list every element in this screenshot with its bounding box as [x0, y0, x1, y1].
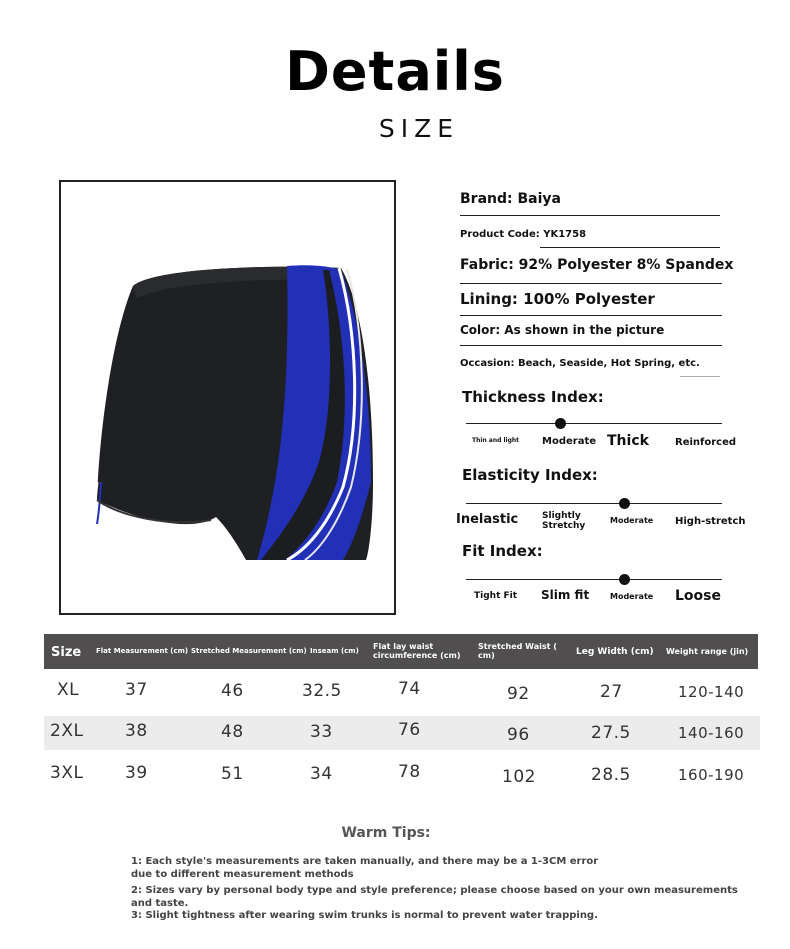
fit-option: Tight Fit: [474, 591, 518, 601]
tip-item: 2: Sizes vary by personal body type and style preference; please choose based on your own measurements and taste.: [131, 885, 738, 909]
thickness-option: Thin and light: [472, 437, 520, 444]
fit-index-title: Fit Index:: [462, 542, 543, 560]
table-cell: 2XL: [50, 721, 84, 741]
divider: [460, 283, 722, 284]
fit-option: Loose: [675, 588, 721, 604]
table-cell: 51: [221, 764, 244, 784]
elasticity-option: Moderate: [610, 516, 654, 525]
table-cell: 76: [398, 720, 421, 740]
divider: [460, 345, 722, 346]
thickness-index-title: Thickness Index:: [462, 388, 604, 406]
swim-trunks-icon: [61, 182, 394, 613]
fit-indicator: [619, 574, 630, 585]
table-cell: 38: [125, 721, 148, 741]
spec-brand: Brand: Baiya: [460, 191, 561, 207]
divider: [680, 376, 720, 377]
tip-item: 3: Slight tightness after wearing swim trunks is normal to prevent water trapping.: [131, 910, 598, 921]
thickness-scale: [466, 423, 722, 424]
column-header: Weight range (jin): [666, 647, 749, 656]
table-cell: 34: [310, 764, 333, 784]
divider: [460, 215, 720, 216]
thickness-option: Moderate: [542, 436, 597, 447]
spec-occasion: Occasion: Beach, Seaside, Hot Spring, etc.: [460, 358, 700, 369]
page-title: Details: [285, 40, 505, 103]
table-cell: 160-190: [678, 766, 745, 784]
table-cell: 3XL: [50, 763, 84, 783]
divider: [460, 315, 722, 316]
elasticity-option: High-stretch: [675, 516, 746, 527]
elasticity-option: Inelastic: [456, 512, 519, 527]
table-cell: 96: [507, 725, 530, 745]
table-cell: 46: [221, 681, 244, 701]
table-cell: 102: [502, 767, 536, 787]
thickness-option: Reinforced: [675, 437, 737, 448]
column-header: Flat Measurement (cm): [96, 647, 189, 655]
table-cell: 48: [221, 722, 244, 742]
column-header: Inseam (cm): [310, 647, 359, 655]
table-cell: 32.5: [302, 681, 342, 701]
column-header: Leg Width (cm): [576, 647, 654, 657]
elasticity-index-title: Elasticity Index:: [462, 466, 598, 484]
column-header: Stretched Measurement (cm): [191, 647, 307, 655]
thickness-indicator: [555, 418, 566, 429]
spec-product-code: Product Code: YK1758: [460, 229, 587, 240]
elasticity-indicator: [619, 498, 630, 509]
table-cell: 37: [125, 680, 148, 700]
elasticity-scale: [466, 503, 722, 504]
table-cell: 33: [310, 722, 333, 742]
product-photo-frame: [59, 180, 396, 615]
fit-option: Moderate: [610, 592, 654, 601]
table-cell: 120-140: [678, 683, 745, 701]
table-cell: 28.5: [591, 765, 631, 785]
spec-fabric: Fabric: 92% Polyester 8% Spandex: [460, 257, 734, 273]
thickness-option: Thick: [607, 433, 649, 449]
divider: [540, 247, 720, 248]
table-cell: 74: [398, 679, 421, 699]
table-cell: 140-160: [678, 724, 745, 742]
spec-color: Color: As shown in the picture: [460, 323, 665, 337]
table-cell: 39: [125, 763, 148, 783]
column-header: Flat lay waist circumference (cm): [373, 642, 461, 660]
fit-scale: [466, 579, 722, 580]
fit-option: Slim fit: [541, 588, 590, 602]
table-cell: 78: [398, 762, 421, 782]
column-header: Stretched Waist ( cm): [478, 642, 557, 660]
tip-item: 1: Each style's measurements are taken manually, and there may be a 1-3CM error due to different measurement methods: [131, 856, 599, 880]
tips-title: Warm Tips:: [341, 825, 431, 841]
table-cell: 92: [507, 684, 530, 704]
spec-lining: Lining: 100% Polyester: [460, 290, 655, 308]
table-cell: 27.5: [591, 723, 631, 743]
column-header: Size: [51, 645, 82, 660]
page-subtitle: SIZE: [378, 114, 460, 143]
elasticity-option: Slightly Stretchy: [542, 511, 586, 531]
table-cell: XL: [57, 680, 80, 700]
table-cell: 27: [600, 682, 623, 702]
